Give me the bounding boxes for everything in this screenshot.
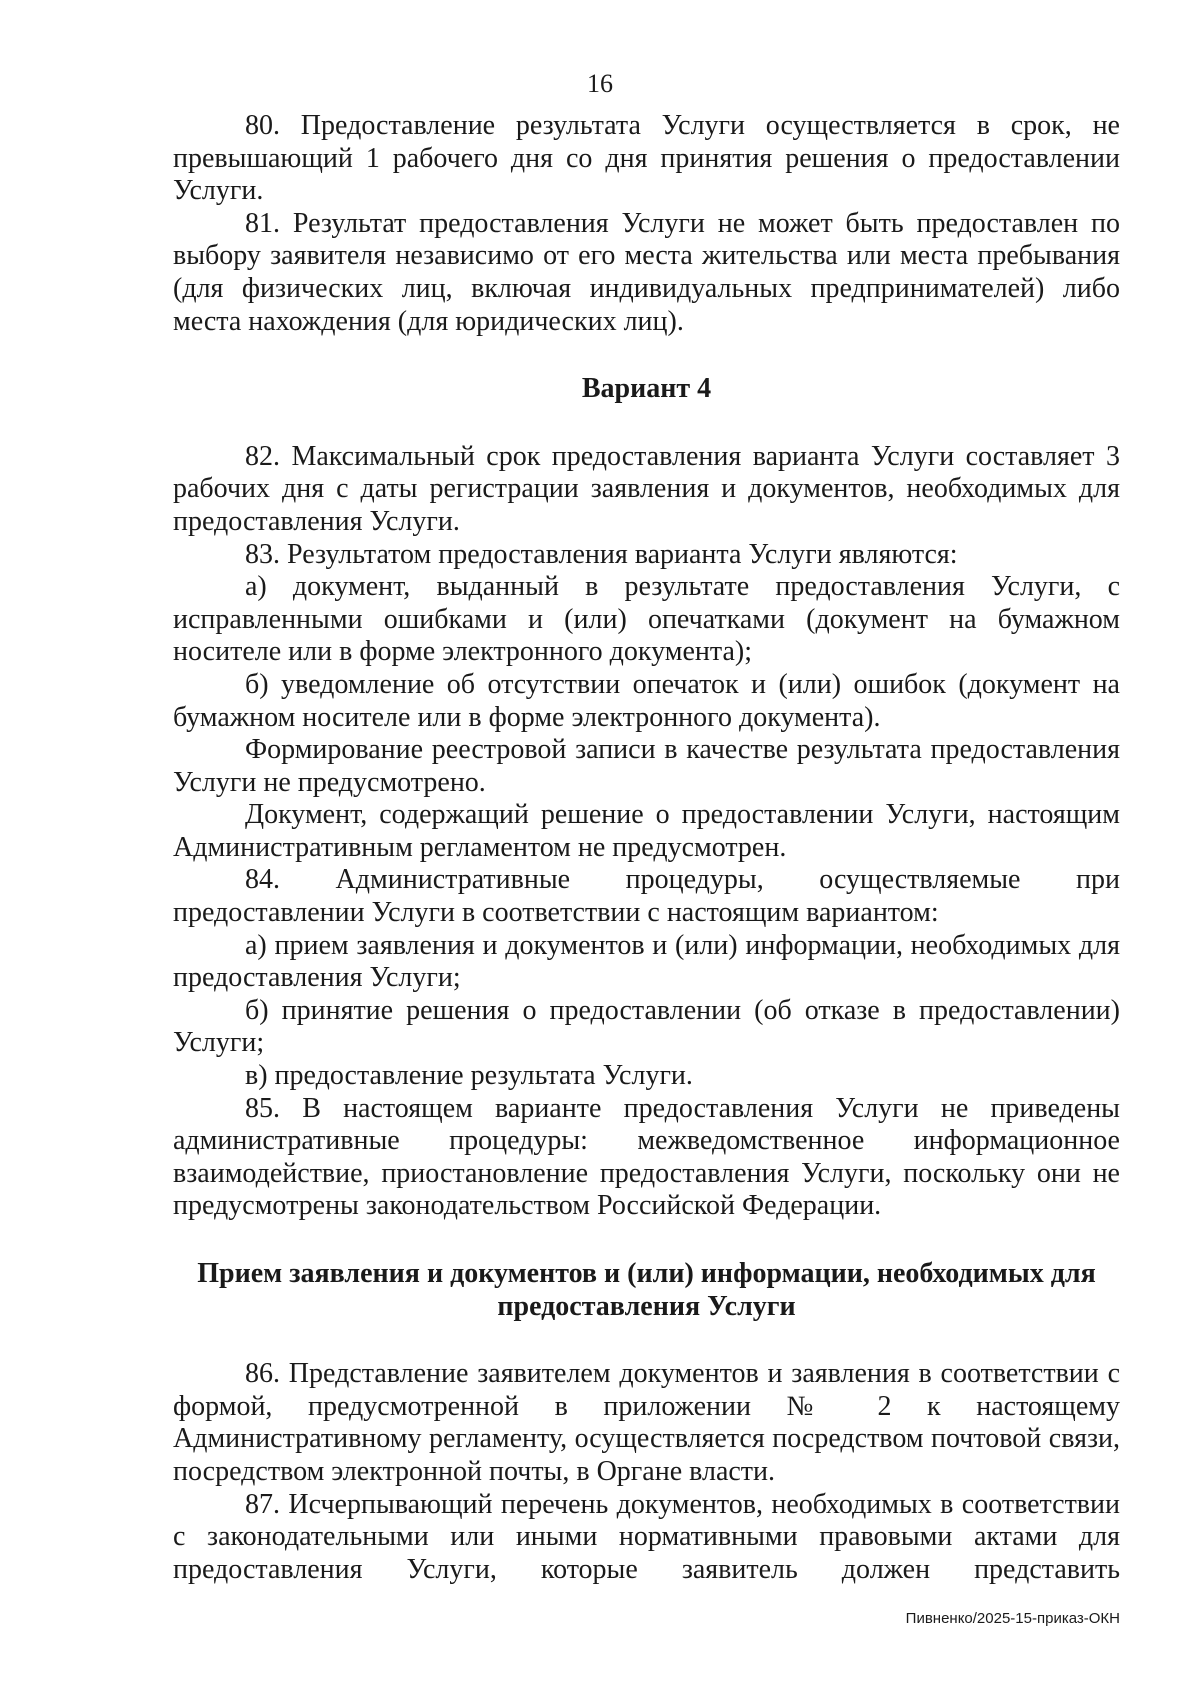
document-body — [173, 110, 1120, 1586]
paragraph-83-a: а) документ, выданный в результате предоставления Услуги, с исправленными ошибками и (или) опечатками (документ на бумажном носителе или в форме электронного документа); — [173, 571, 1120, 668]
paragraph-80: 80. Предоставление результата Услуги осуществляется в срок, не превышающий 1 рабочего дня со дня принятия решения о предоставлении Услуги. — [173, 110, 1120, 207]
paragraph-82: 82. Максимальный срок предоставления варианта Услуги составляет 3 рабочих дня с даты регистрации заявления и документов, необходимых для предоставления Услуги. — [173, 440, 1120, 537]
paragraph-87: 87. Исчерпывающий перечень документов, необходимых в соответствии с законодательными или иными нормативными правовыми актами для предоставления Услуги, которые заявитель должен представить — [173, 1488, 1120, 1585]
paragraph-84-a: а) прием заявления и документов и (или) информации, необходимых для предоставления Услуги; — [173, 929, 1120, 994]
paragraph-86: 86. Представление заявителем документов и заявления в соответствии с формой, предусмотренной в приложении № 2 к настоящему Административному регламенту, осуществляется посредством почтовой связи, посредством электронной почты, в Органе власти. — [173, 1358, 1120, 1487]
document-footer-reference: Пивненко/2025-15-приказ-ОКН — [905, 1610, 1120, 1627]
section-heading: Прием заявления и документов и (или) информации, необходимых для предоставления Услуги — [197, 1258, 1096, 1322]
paragraph-85: 85. В настоящем варианте предоставления Услуги не приведены административные процедуры: межведомственное информационное взаимодействие, приостановление предоставления Услуги, поскольку они не предусмотрены законодательством Российской Федерации. — [173, 1092, 1120, 1222]
variant-heading: Вариант 4 — [581, 373, 712, 405]
paragraph-84-c: в) предоставление результата Услуги. — [245, 1060, 693, 1092]
paragraph-84-b: б) принятие решения о предоставлении (об отказе в предоставлении) Услуги; — [173, 994, 1120, 1059]
paragraph-81: 81. Результат предоставления Услуги не может быть предоставлен по выбору заявителя независимо от его места жительства или места пребывания (для физических лиц, включая индивидуальных предпринимателей) либо места нахождения (для юридических лиц). — [173, 207, 1120, 337]
paragraph-83: 83. Результатом предоставления варианта Услуги являются: — [245, 538, 958, 570]
paragraph-84: 84. Административные процедуры, осуществляемые при предоставлении Услуги в соответствии с настоящим вариантом: — [173, 864, 1120, 929]
paragraph-registry-record: Формирование реестровой записи в качестве результата предоставления Услуги не предусмотрено. — [173, 734, 1120, 798]
page-number: 16 — [587, 69, 613, 98]
paragraph-83-b: б) уведомление об отсутствии опечаток и (или) ошибок (документ на бумажном носителе или в форме электронного документа). — [173, 668, 1120, 733]
paragraph-decision-document: Документ, содержащий решение о предоставлении Услуги, настоящим Административным регламентом не предусмотрен. — [173, 799, 1120, 863]
